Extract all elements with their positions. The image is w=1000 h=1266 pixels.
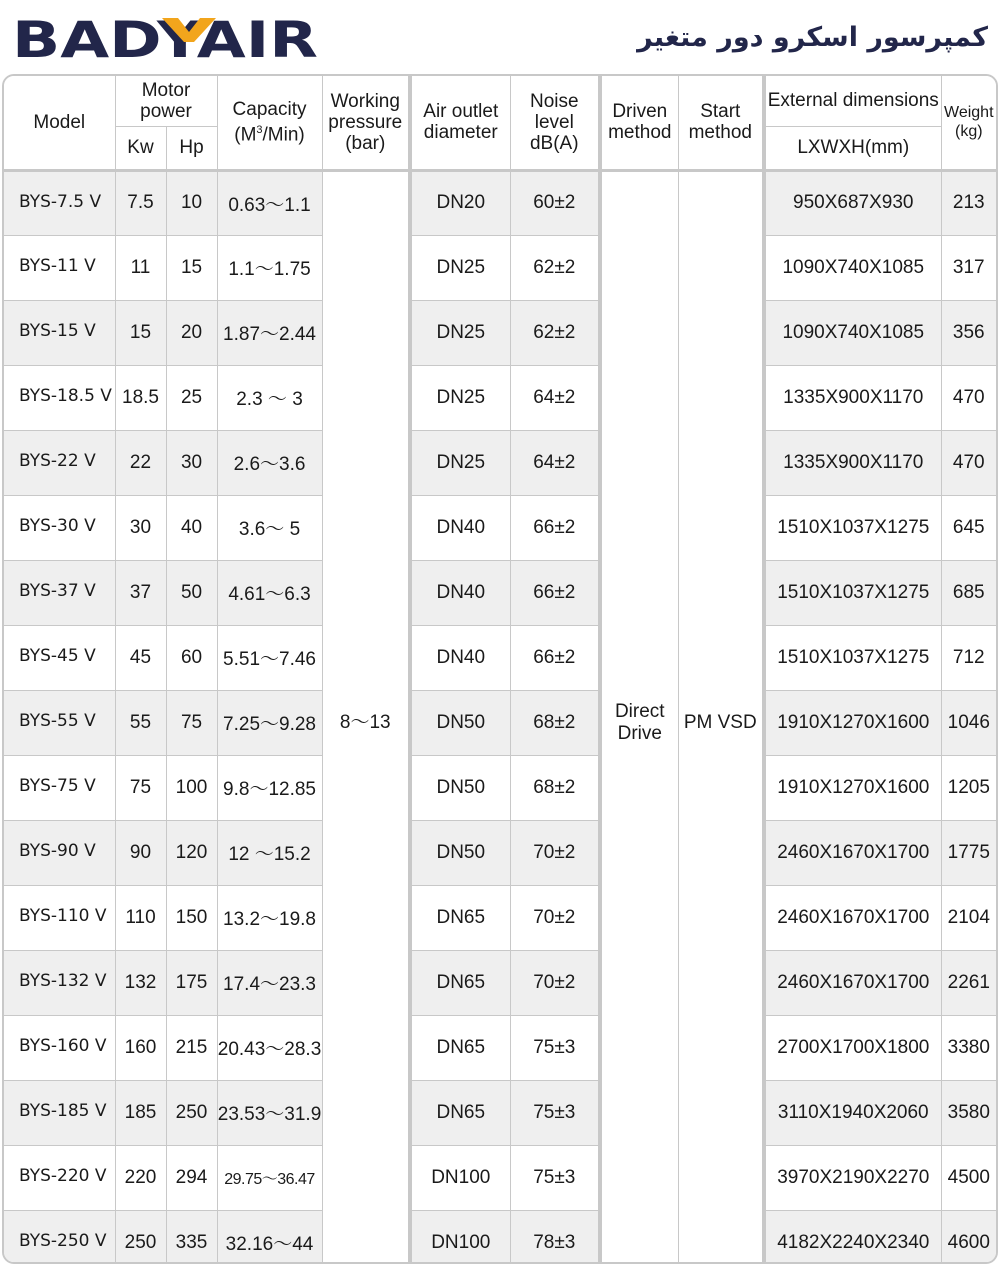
hp-cell: 175 (166, 950, 217, 1015)
table-row (4, 950, 996, 1015)
capacity-cell: 12 ～15.2 (217, 820, 322, 885)
capacity-cell: 13.2～19.8 (217, 885, 322, 950)
hp-cell: 10 (166, 170, 217, 235)
air-outlet-cell: DN40 (410, 495, 510, 560)
model-cell: BYS-75 V (4, 755, 115, 820)
header-capacity-unit-suffix: /Min) (262, 124, 305, 146)
model-cell: BYS-55 V (4, 690, 115, 755)
dimensions-cell: 1335X900X1170 (764, 365, 941, 430)
dimensions-cell: 3110X1940X2060 (764, 1080, 941, 1145)
capacity-cell: 1.1～1.75 (217, 235, 322, 300)
capacity-cell: 3.6～ 5 (217, 495, 322, 560)
spec-table-container (2, 74, 998, 1264)
noise-level-cell: 64±2 (510, 365, 600, 430)
kw-cell: 7.5 (115, 170, 166, 235)
header-noise-level: Noise level dB(A) (510, 76, 600, 170)
noise-level-cell: 68±2 (510, 690, 600, 755)
noise-level-cell: 70±2 (510, 885, 600, 950)
noise-level-cell: 62±2 (510, 300, 600, 365)
dimensions-cell: 1090X740X1085 (764, 300, 941, 365)
model-cell: BYS-22 V (4, 430, 115, 495)
table-row (4, 885, 996, 950)
kw-cell: 220 (115, 1145, 166, 1210)
table-row (4, 1145, 996, 1210)
weight-cell: 712 (941, 625, 996, 690)
model-cell: BYS-11 V (4, 235, 115, 300)
table-row (4, 560, 996, 625)
header-weight: Weight (kg) (941, 76, 996, 170)
capacity-cell: 32.16～44 (217, 1210, 322, 1264)
air-outlet-cell: DN50 (410, 820, 510, 885)
kw-cell: 185 (115, 1080, 166, 1145)
weight-cell: 1205 (941, 755, 996, 820)
weight-cell: 3580 (941, 1080, 996, 1145)
header-external-dimensions: External dimensions (764, 76, 941, 126)
brand-logo (12, 12, 322, 62)
noise-level-cell: 75±3 (510, 1015, 600, 1080)
spec-table (4, 76, 996, 1264)
capacity-cell: 17.4～23.3 (217, 950, 322, 1015)
weight-cell: 645 (941, 495, 996, 560)
model-cell: BYS-90 V (4, 820, 115, 885)
capacity-cell: 29.75～36.47 (217, 1145, 322, 1210)
header-capacity-unit-sup: 3 (256, 124, 263, 137)
dimensions-cell: 2460X1670X1700 (764, 820, 941, 885)
hp-cell: 40 (166, 495, 217, 560)
dimensions-cell: 1090X740X1085 (764, 235, 941, 300)
header-kw: Kw (115, 126, 166, 170)
capacity-cell: 1.87～2.44 (217, 300, 322, 365)
dimensions-cell: 2460X1670X1700 (764, 885, 941, 950)
kw-cell: 15 (115, 300, 166, 365)
dimensions-cell: 1510X1037X1275 (764, 625, 941, 690)
kw-cell: 90 (115, 820, 166, 885)
spec-table-body (4, 170, 996, 1264)
model-cell: BYS-185 V (4, 1080, 115, 1145)
capacity-cell: 9.8～12.85 (217, 755, 322, 820)
weight-cell: 1775 (941, 820, 996, 885)
air-outlet-cell: DN100 (410, 1145, 510, 1210)
noise-level-cell: 78±3 (510, 1210, 600, 1264)
capacity-cell: 23.53～31.9 (217, 1080, 322, 1145)
model-cell: BYS-18.5 V (4, 365, 115, 430)
kw-cell: 18.5 (115, 365, 166, 430)
kw-cell: 11 (115, 235, 166, 300)
weight-cell: 4600 (941, 1210, 996, 1264)
noise-level-cell: 75±3 (510, 1080, 600, 1145)
table-row (4, 365, 996, 430)
table-row (4, 170, 996, 235)
dimensions-cell: 3970X2190X2270 (764, 1145, 941, 1210)
dimensions-cell: 2700X1700X1800 (764, 1015, 941, 1080)
header-working-pressure: Working pressure (bar) (322, 76, 410, 170)
noise-level-cell: 70±2 (510, 820, 600, 885)
model-cell: BYS-37 V (4, 560, 115, 625)
model-cell: BYS-220 V (4, 1145, 115, 1210)
start-method-cell: PM VSD (678, 170, 764, 1264)
header-capacity-unit-prefix: (M (234, 124, 257, 146)
model-cell: BYS-45 V (4, 625, 115, 690)
noise-level-cell: 66±2 (510, 625, 600, 690)
hp-cell: 215 (166, 1015, 217, 1080)
dimensions-cell: 4182X2240X2340 (764, 1210, 941, 1264)
table-row (4, 300, 996, 365)
air-outlet-cell: DN50 (410, 755, 510, 820)
air-outlet-cell: DN25 (410, 365, 510, 430)
brand-logo-text: BADYAIR (12, 12, 318, 62)
hp-cell: 60 (166, 625, 217, 690)
dimensions-cell: 1335X900X1170 (764, 430, 941, 495)
kw-cell: 132 (115, 950, 166, 1015)
hp-cell: 75 (166, 690, 217, 755)
air-outlet-cell: DN50 (410, 690, 510, 755)
dimensions-cell: 1510X1037X1275 (764, 495, 941, 560)
air-outlet-cell: DN65 (410, 1015, 510, 1080)
dimensions-cell: 1910X1270X1600 (764, 755, 941, 820)
dimensions-cell: 1910X1270X1600 (764, 690, 941, 755)
weight-cell: 470 (941, 430, 996, 495)
kw-cell: 37 (115, 560, 166, 625)
table-row (4, 755, 996, 820)
noise-level-cell: 60±2 (510, 170, 600, 235)
driven-method-cell: Direct Drive (600, 170, 678, 1264)
kw-cell: 250 (115, 1210, 166, 1264)
model-cell: BYS-15 V (4, 300, 115, 365)
noise-level-cell: 66±2 (510, 495, 600, 560)
dimensions-cell: 2460X1670X1700 (764, 950, 941, 1015)
air-outlet-cell: DN40 (410, 560, 510, 625)
capacity-cell: 0.63～1.1 (217, 170, 322, 235)
air-outlet-cell: DN65 (410, 885, 510, 950)
table-row (4, 1080, 996, 1145)
kw-cell: 110 (115, 885, 166, 950)
weight-cell: 3380 (941, 1015, 996, 1080)
model-cell: BYS-7.5 V (4, 170, 115, 235)
air-outlet-cell: DN65 (410, 950, 510, 1015)
dimensions-cell: 1510X1037X1275 (764, 560, 941, 625)
noise-level-cell: 75±3 (510, 1145, 600, 1210)
table-row (4, 495, 996, 560)
kw-cell: 22 (115, 430, 166, 495)
table-row (4, 430, 996, 495)
capacity-cell: 2.3 ～ 3 (217, 365, 322, 430)
hp-cell: 150 (166, 885, 217, 950)
air-outlet-cell: DN40 (410, 625, 510, 690)
hp-cell: 294 (166, 1145, 217, 1210)
header-air-outlet: Air outlet diameter (410, 76, 510, 170)
air-outlet-cell: DN100 (410, 1210, 510, 1264)
model-cell: BYS-110 V (4, 885, 115, 950)
weight-cell: 685 (941, 560, 996, 625)
header-hp: Hp (166, 126, 217, 170)
weight-cell: 213 (941, 170, 996, 235)
weight-cell: 470 (941, 365, 996, 430)
air-outlet-cell: DN25 (410, 430, 510, 495)
model-cell: BYS-250 V (4, 1210, 115, 1264)
table-row (4, 625, 996, 690)
model-cell: BYS-30 V (4, 495, 115, 560)
weight-cell: 317 (941, 235, 996, 300)
air-outlet-cell: DN25 (410, 300, 510, 365)
capacity-cell: 7.25～9.28 (217, 690, 322, 755)
capacity-cell: 5.51～7.46 (217, 625, 322, 690)
weight-cell: 2104 (941, 885, 996, 950)
capacity-cell: 4.61～6.3 (217, 560, 322, 625)
kw-cell: 30 (115, 495, 166, 560)
weight-cell: 356 (941, 300, 996, 365)
weight-cell: 1046 (941, 690, 996, 755)
table-row (4, 235, 996, 300)
hp-cell: 250 (166, 1080, 217, 1145)
kw-cell: 45 (115, 625, 166, 690)
weight-cell: 4500 (941, 1145, 996, 1210)
working-pressure-cell: 8～13 (322, 170, 410, 1264)
header-capacity (217, 76, 322, 170)
table-row (4, 690, 996, 755)
header-driven-method: Driven method (600, 76, 678, 170)
noise-level-cell: 62±2 (510, 235, 600, 300)
hp-cell: 335 (166, 1210, 217, 1264)
weight-cell: 2261 (941, 950, 996, 1015)
hp-cell: 100 (166, 755, 217, 820)
model-cell: BYS-160 V (4, 1015, 115, 1080)
header-start-method: Start method (678, 76, 764, 170)
header-capacity-label: Capacity (232, 99, 307, 121)
hp-cell: 20 (166, 300, 217, 365)
kw-cell: 160 (115, 1015, 166, 1080)
table-row (4, 1015, 996, 1080)
noise-level-cell: 64±2 (510, 430, 600, 495)
header-model: Model (4, 76, 115, 170)
table-row (4, 1210, 996, 1264)
capacity-cell: 20.43～28.3 (217, 1015, 322, 1080)
hp-cell: 50 (166, 560, 217, 625)
hp-cell: 15 (166, 235, 217, 300)
noise-level-cell: 70±2 (510, 950, 600, 1015)
table-row (4, 820, 996, 885)
dimensions-cell: 950X687X930 (764, 170, 941, 235)
capacity-cell: 2.6～3.6 (217, 430, 322, 495)
air-outlet-cell: DN65 (410, 1080, 510, 1145)
model-cell: BYS-132 V (4, 950, 115, 1015)
header-row-top (4, 76, 996, 126)
hp-cell: 25 (166, 365, 217, 430)
hp-cell: 30 (166, 430, 217, 495)
header-dimensions-unit: LXWXH(mm) (764, 126, 941, 170)
air-outlet-cell: DN25 (410, 235, 510, 300)
noise-level-cell: 68±2 (510, 755, 600, 820)
hp-cell: 120 (166, 820, 217, 885)
kw-cell: 55 (115, 690, 166, 755)
kw-cell: 75 (115, 755, 166, 820)
noise-level-cell: 66±2 (510, 560, 600, 625)
air-outlet-cell: DN20 (410, 170, 510, 235)
page-title: کمپرسور اسکرو دور متغیر (637, 22, 988, 53)
header-motor-power: Motor power (115, 76, 217, 126)
